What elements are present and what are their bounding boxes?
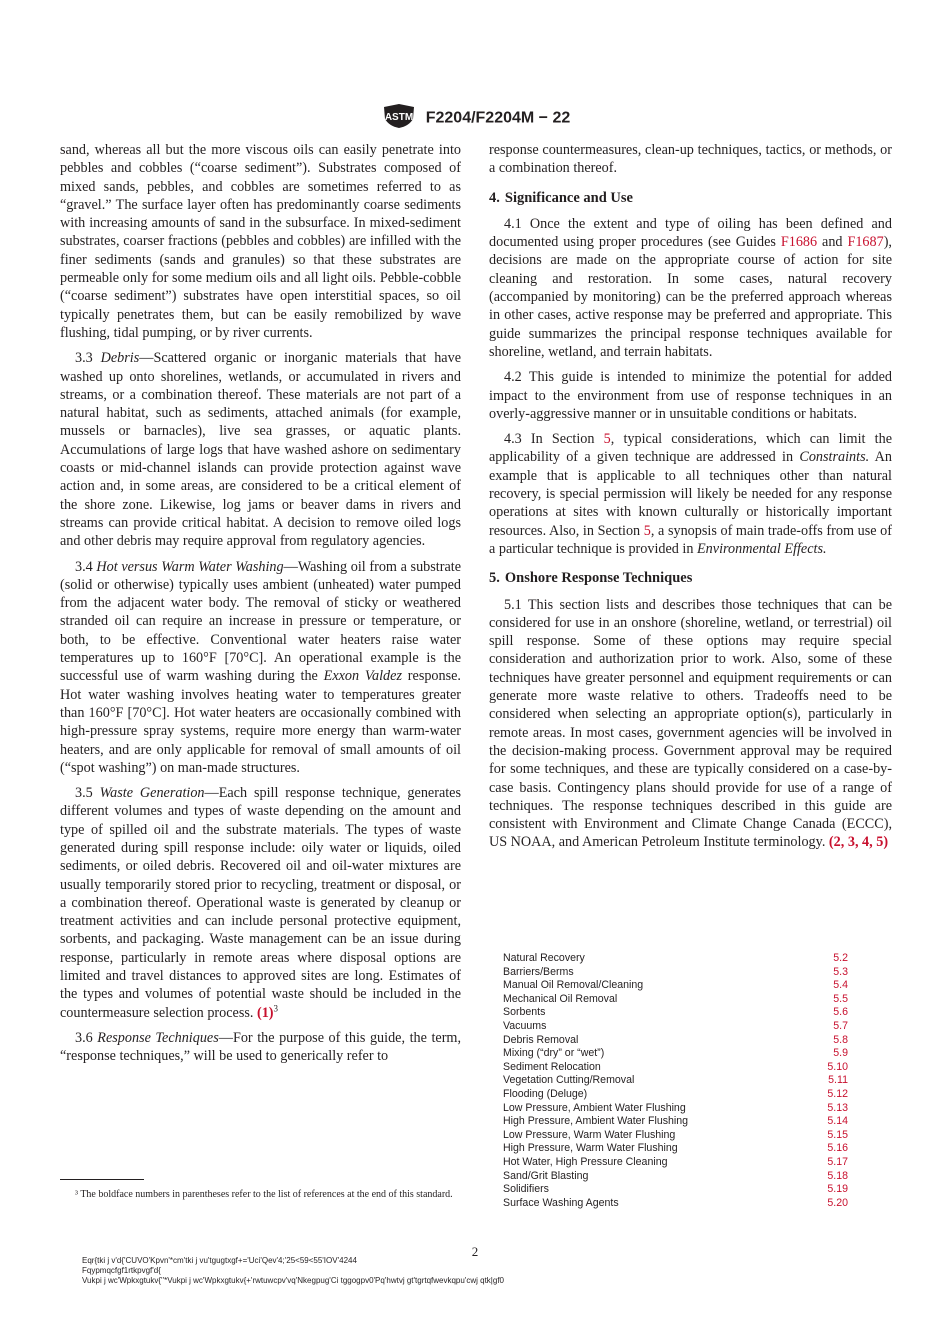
left-column <box>60 141 461 1073</box>
technique-section-link[interactable]: 5.19 <box>827 1183 848 1196</box>
license-line: Fqypmqcfgf1rtkpvgf'd{ <box>82 1266 161 1275</box>
technique-row <box>503 993 848 1007</box>
technique-row <box>503 1074 848 1088</box>
technique-row <box>503 1197 848 1211</box>
paragraph-3-3: 3.3 Debris—Scattered organic or inorganic materials that have washed up onto shorelines, wetlands, or accumulated in rivers and streams, or a combination thereof. These materials are not part of a natural habitat, such as sediments, attached animals (for example, mussels or barnacles), live sea grasses, or aquatic plants. Accumulations of large logs that have washed ashore on sedimentary coasts or mid-channel islands can provide protection against wave action and, in some areas, are considered to be a critical element of the shore zone. Likewise, log jams or beaver dams in rivers and streams can provide critical habitat. A decision to remove oiled logs and other debris may require approval from regulatory agencies. <box>60 350 461 550</box>
technique-row <box>503 1115 848 1129</box>
technique-name: Vegetation Cutting/Removal <box>503 1074 635 1087</box>
technique-name: High Pressure, Warm Water Flushing <box>503 1142 678 1155</box>
technique-row <box>503 979 848 993</box>
link-f1687[interactable]: F1687 <box>847 234 884 251</box>
technique-section-link[interactable]: 5.8 <box>833 1033 848 1046</box>
reference-link-5[interactable]: 5 <box>876 834 884 851</box>
technique-row <box>503 1183 848 1197</box>
link-f1686[interactable]: F1686 <box>780 234 818 251</box>
technique-section-link[interactable]: 5.9 <box>833 1047 848 1060</box>
technique-name: Hot Water, High Pressure Cleaning <box>503 1155 668 1168</box>
technique-section-link[interactable]: 5.16 <box>827 1142 848 1155</box>
reference-link-1[interactable]: (1) <box>256 1004 274 1021</box>
reference-link-4[interactable]: 4 <box>862 834 870 851</box>
technique-section-link[interactable]: 5.12 <box>827 1087 848 1100</box>
page-header <box>0 103 950 134</box>
reference-link-3[interactable]: 3 <box>847 834 855 851</box>
page-number: 2 <box>471 1244 479 1259</box>
technique-name: Sand/Grit Blasting <box>503 1169 589 1182</box>
technique-section-link[interactable]: 5.3 <box>833 965 848 978</box>
technique-row <box>503 1156 848 1170</box>
paragraph-5-1: 5.1 This section lists and describes those techniques that can be considered for use in an onshore (shoreline, wetland, or terrestrial) oil spill response. Some of these options may require special consideration and authorization prior to work. Also, some of these techniques have greater personnel and equipment requirements or can generate more waste relative to others. Tradeoffs need to be considered when selecting an appropriate option(s), particularly in remote areas. In most cases, government agencies will be involved in the decision-making process. Government approval may be required for some techniques, and these are typically considered on a case-by-case basis. Contingency plans should provide for use of a range of techniques. The response techniques described in this guide are consistent with Environment and Climate Change Canada (ECCC), US NOAA, and American Petroleum Institute terminology. (2, 3, 4, 5) <box>489 596 892 851</box>
right-column <box>489 141 892 859</box>
license-line: Vukpi j wc'Wpkxgtukv{''*Vukpi j wc'Wpkxgtukv{+'rwtuwcpv'vq'Nkegpug'Ci tggogpv0'Pq'hwtvj gt'tgrtqfwevkqpu'cwj qtk|gf0 <box>82 1276 504 1285</box>
paragraph-3-5: 3.5 Waste Generation—Each spill response technique, generates different volumes and types of waste depending on the amount and type of spilled oil and the substrate materials. The types of waste generated during spill response include: oily water or liquids, oiled sediments, or oiled debris. Recovered oil and oil-water mixtures are usually temporarily stored prior to recycling, treatment or disposal, or a combination thereof. Operational waste is generated by cleanup or treatment activities and can include personal protective equipment, sorbents, and packaging. Waste management can be an issue during response, particularly in remote areas where disposal options are limited and travel distances to approved sites are long. Estimates of the types and volumes of potential waste should be included in the countermeasure selection process. $(1)^3$ <box>60 785 461 1021</box>
technique-section-link[interactable]: 5.15 <box>827 1128 848 1141</box>
technique-name: Mechanical Oil Removal <box>503 992 618 1005</box>
technique-section-link[interactable]: 5.5 <box>833 992 848 1005</box>
technique-section-link[interactable]: 5.18 <box>827 1169 848 1182</box>
link-section-5[interactable]: 5 <box>603 431 611 448</box>
term-waste-generation: Waste Generation <box>99 785 205 802</box>
technique-section-link[interactable]: 5.11 <box>828 1074 848 1087</box>
license-line: Eqr{tki j v'd{'CUVO'Kpvn'*cm'tki j vu'tgugtxgf+='Uci'Qev'4;'25<59<55'IOV'4244 <box>82 1256 357 1265</box>
astm-logo-icon <box>380 103 418 134</box>
techniques-table <box>503 952 848 1210</box>
paragraph-3-6-continuation: response countermeasures, clean-up techniques, tactics, or methods, or a combination thereof. <box>489 142 892 177</box>
term-response-techniques: Response Techniques <box>97 1029 219 1046</box>
technique-row <box>503 1129 848 1143</box>
technique-name: Flooding (Deluge) <box>503 1087 588 1100</box>
technique-section-link[interactable]: 5.17 <box>827 1155 848 1168</box>
technique-section-link[interactable]: 5.2 <box>833 952 848 964</box>
technique-row <box>503 1088 848 1102</box>
paragraph-3-6: 3.6 Response Techniques—For the purpose of this guide, the term, “response techniques,” will be used to generically refer to <box>60 1029 461 1065</box>
technique-name: Sediment Relocation <box>503 1060 601 1073</box>
term-hot-warm-washing: Hot versus Warm Water Washing <box>96 558 284 575</box>
technique-section-link[interactable]: 5.20 <box>827 1196 848 1209</box>
technique-row <box>503 1170 848 1184</box>
technique-name: Vacuums <box>503 1019 547 1032</box>
paragraph-4-3: 4.3 In Section 5, typical considerations, which can limit the applicability of a given technique are addressed in Constraints. An example that is applicable to all techniques other than natural recovery, is special permission will likely be needed for any response operations at sites with known culturally or historically important resources. Also, in Section 5, a synopsis of main trade-offs from use of a particular technique is provided in Environmental Effects. <box>489 431 892 557</box>
technique-name: Barriers/Berms <box>503 965 574 978</box>
technique-section-link[interactable]: 5.7 <box>833 1019 848 1032</box>
section-4-heading: 4. Significance and Use <box>489 189 633 206</box>
footnote-divider <box>60 1179 144 1180</box>
footnote-3: ³ The boldface numbers in parentheses refer to the list of references at the end of this standard. <box>75 1189 453 1200</box>
technique-name: Low Pressure, Warm Water Flushing <box>503 1128 676 1141</box>
paragraph-3-2-continuation: sand, whereas all but the more viscous oils can easily penetrate into pebbles and cobbles (“coarse sediment”). Substrates composed of mixed sands, pebbles, and cobbles are sometimes referred to as “gravel.” The surface layer often has predominantly coarse sediments with increasing amounts of sand in the subsurface. In mixed-sediment substrates, coarser fractions (pebbles and cobbles) are infilled with the finer sediments (sands and granules) so that these substrates are permeable only for some medium oils and all light oils. Pebble-cobble (“coarse sediment”) substrates have open interstitial spaces, so oil typically penetrates them, but can be easily remobilized by wave flushing, tidal pumping, or by river currents. <box>60 142 461 341</box>
technique-row <box>503 1061 848 1075</box>
technique-section-link[interactable]: 5.14 <box>827 1115 848 1128</box>
technique-name: High Pressure, Ambient Water Flushing <box>503 1115 689 1128</box>
technique-section-link[interactable]: 5.13 <box>827 1101 848 1114</box>
technique-row <box>503 1142 848 1156</box>
technique-name: Debris Removal <box>503 1033 579 1046</box>
reference-link-2[interactable]: 2 <box>833 834 841 851</box>
technique-row <box>503 1006 848 1020</box>
technique-section-link[interactable]: 5.4 <box>833 979 848 992</box>
paragraph-3-4: 3.4 Hot versus Warm Water Washing—Washing oil from a substrate (solid or otherwise) typically uses ambient (unheated) water pumped from the adjacent water body. The removal of sticky or weathered stranded oil can require an increase in pressure or temperature, or both, to be effective. Conventional water heaters raise water temperatures up to 160°F [70°C]. An operational example is the successful use of warm washing during the Exxon Valdez response. Hot water washing involves heating water to temperatures greater than 160°F [70°C]. Hot water heaters are occasionally combined with high-pressure spray systems, require more energy than warm-water heaters, and are only applicable for removal of small amounts of oil (“spot washing”) on man-made structures. <box>60 558 461 776</box>
technique-name: Solidifiers <box>503 1183 549 1196</box>
technique-name: Manual Oil Removal/Cleaning <box>503 979 644 992</box>
technique-row <box>503 952 848 966</box>
standard-designation: F2204/F2204M − 22 <box>425 109 571 127</box>
term-debris: Debris <box>100 350 140 367</box>
section-5-heading: 5. Onshore Response Techniques <box>489 570 693 587</box>
footnote-marker[interactable]: 3 <box>273 1002 279 1013</box>
svg-text:ASTM: ASTM <box>384 112 413 123</box>
technique-name: Low Pressure, Ambient Water Flushing <box>503 1101 686 1114</box>
technique-row <box>503 1020 848 1034</box>
paragraph-4-2: 4.2 This guide is intended to minimize the potential for added impact to the environment from use of response techniques in an overly-aggressive manner or in unsuitable conditions or habitats. <box>489 369 892 422</box>
technique-row <box>503 1102 848 1116</box>
technique-section-link[interactable]: 5.10 <box>827 1060 848 1073</box>
paragraph-4-1: 4.1 Once the extent and type of oiling has been defined and documented using proper procedures (see Guides F1686 and F1687), decisions are made on the appropriate course of action for site cleaning and restoration. In some cases, natural recovery (accompanied by monitoring) can be the preferred approach whereas in other cases, active response may be preferred and appropriate. This guide summarizes the principal response techniques available for shoreline, wetland, and terrain habitats. <box>489 215 892 360</box>
technique-name: Natural Recovery <box>503 952 585 964</box>
technique-name: Mixing (“dry” or “wet”) <box>503 1047 605 1060</box>
technique-name: Sorbents <box>503 1006 546 1019</box>
technique-row <box>503 1047 848 1061</box>
link-section-5-second[interactable]: 5 <box>643 522 651 539</box>
technique-name: Surface Washing Agents <box>503 1196 619 1209</box>
technique-row <box>503 966 848 980</box>
license-watermark-text <box>82 1256 504 1286</box>
technique-section-link[interactable]: 5.6 <box>833 1006 848 1019</box>
technique-row <box>503 1034 848 1048</box>
